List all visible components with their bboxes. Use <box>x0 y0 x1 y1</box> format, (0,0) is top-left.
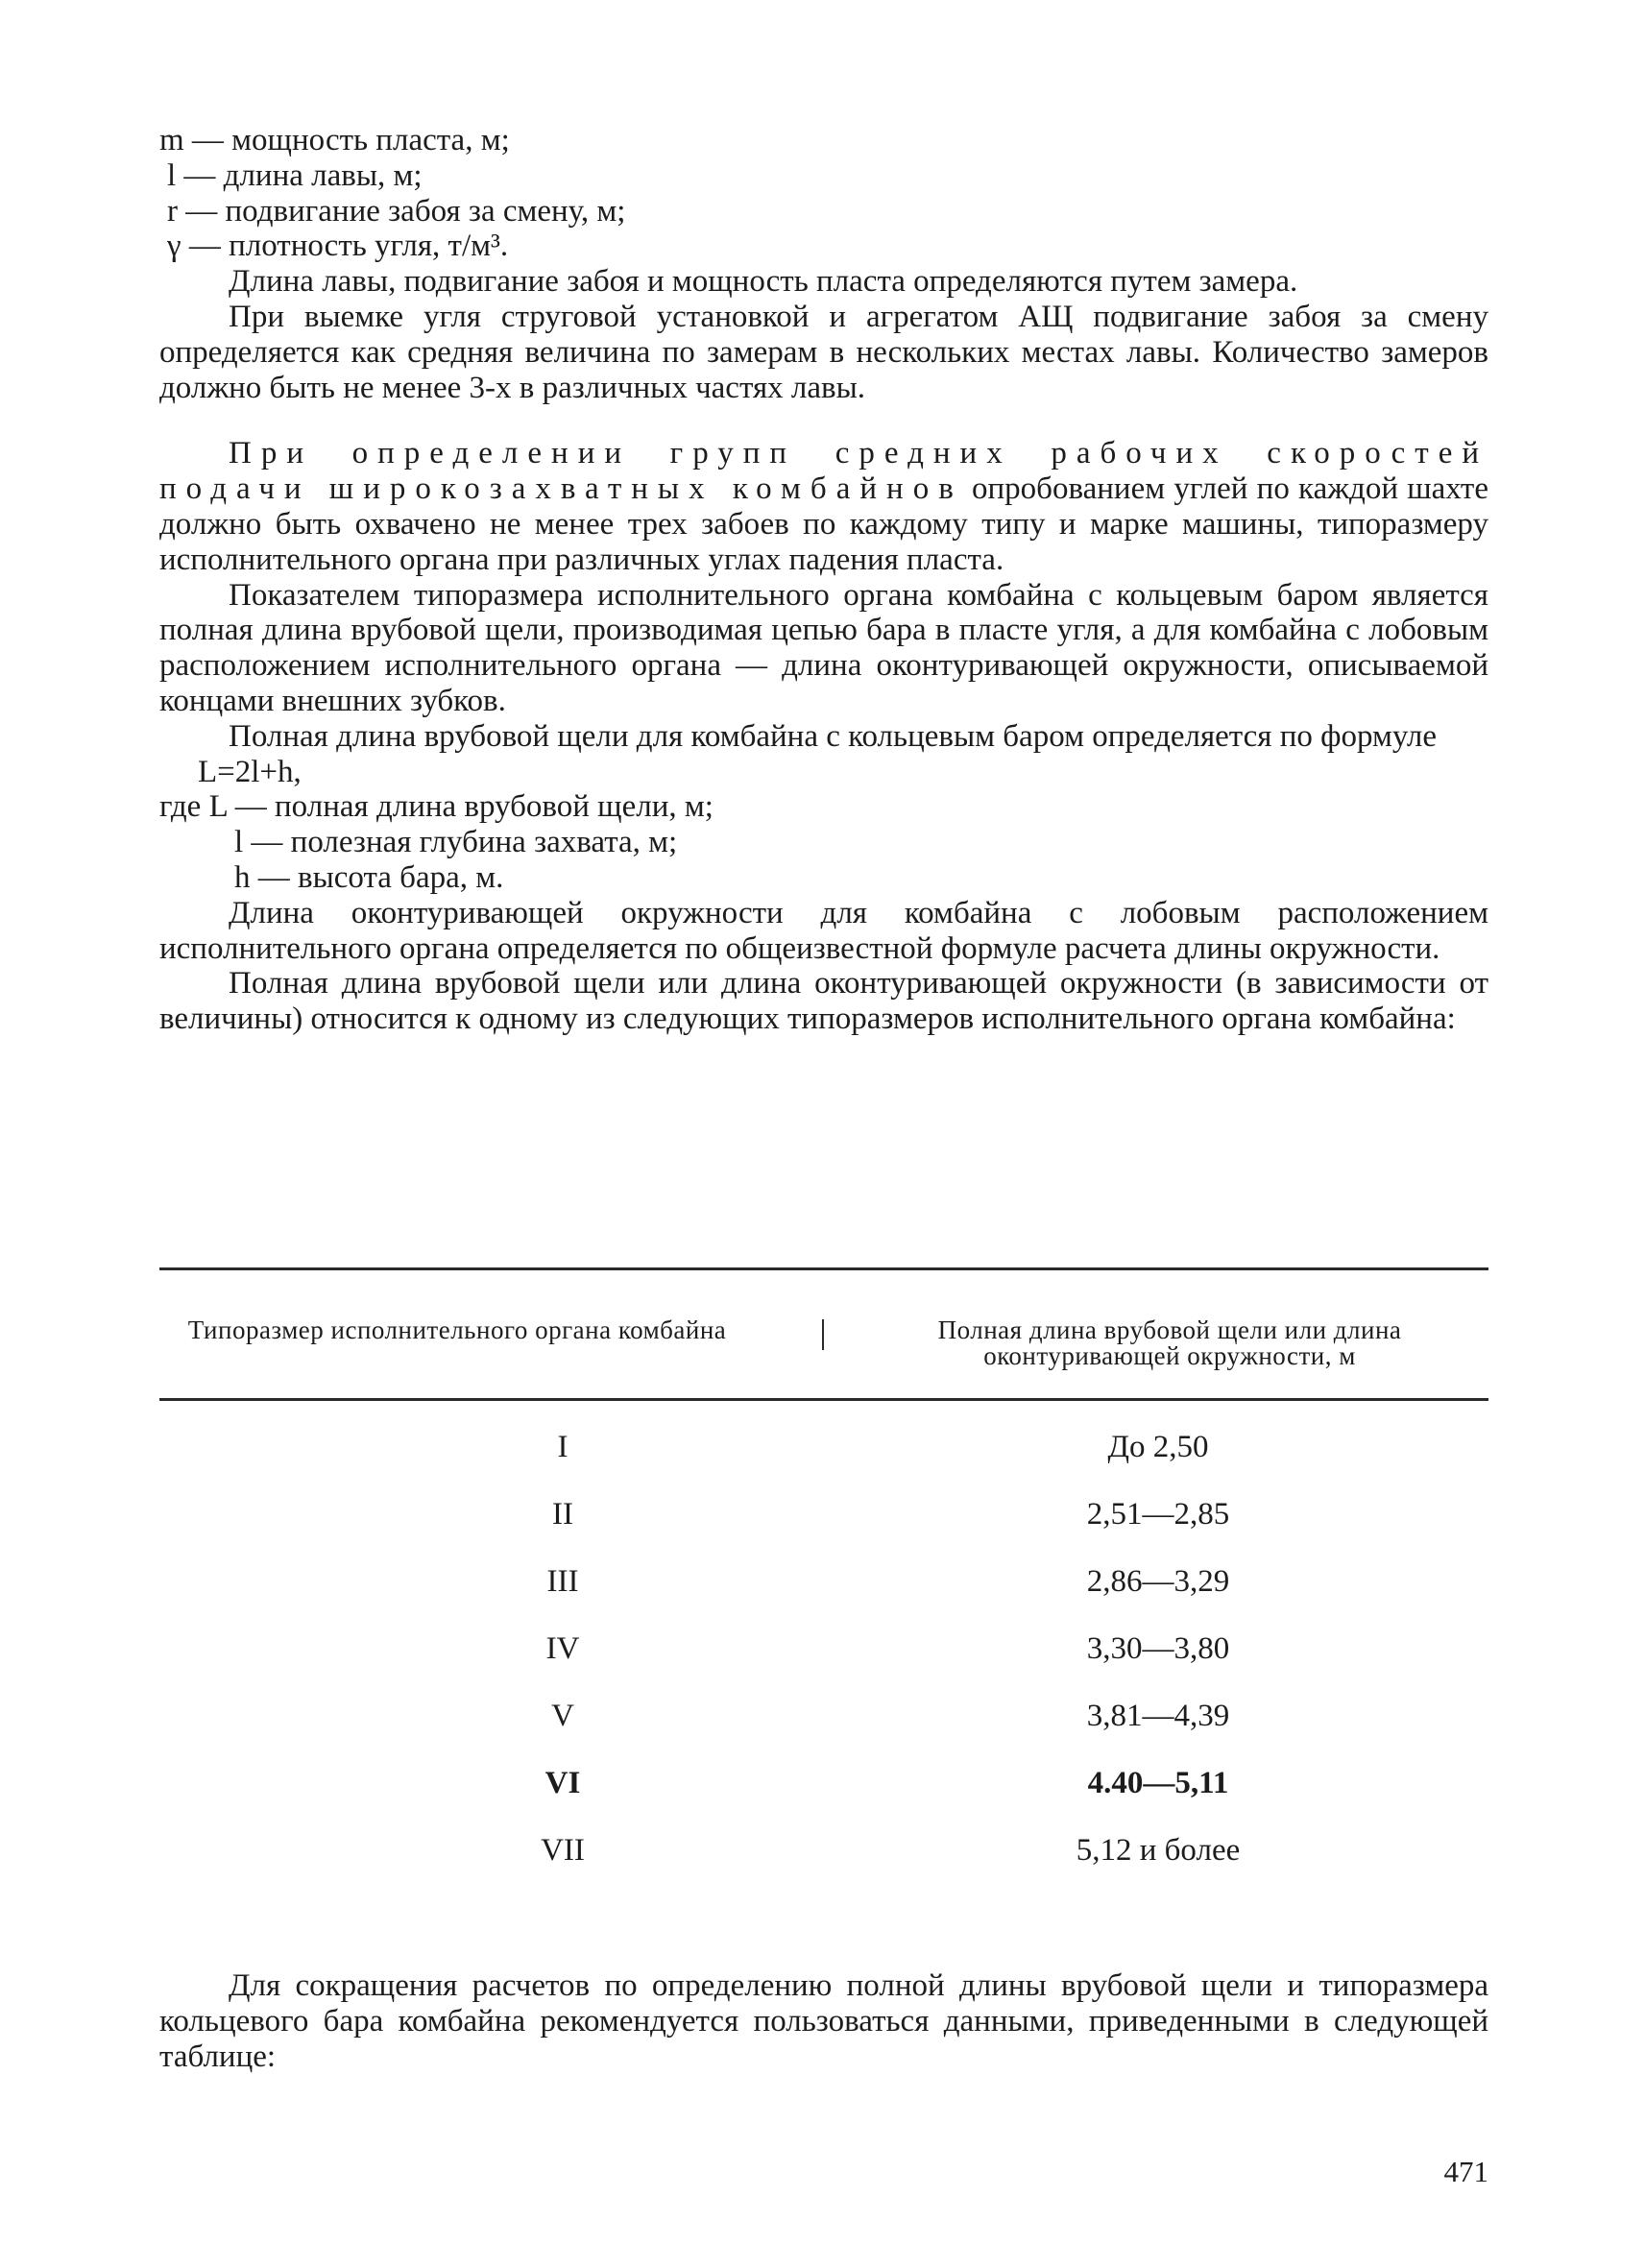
table-row <box>159 1490 1488 1538</box>
table-row <box>159 1625 1488 1673</box>
table-row <box>159 1826 1488 1874</box>
paragraph-plow-extraction: При выемке угля струговой установкой и агрегатом АЩ подвигание забоя за смену определяется как средняя величина по замерам в нескольких местах лавы. Количество замеров должно быть не менее 3-х в различных частях лавы. <box>159 299 1488 405</box>
row-length: 3,81—4,39 <box>1086 1699 1230 1733</box>
definition-r: r — подвигание забоя за смену, м; <box>167 193 626 229</box>
paragraph-feed-speeds-rest: опробованием углей по каждой шахте должно быть охвачено не менее трех забоев по каждому типу и марке машины, типоразмеру исполнительного органа при различных углах падения пласта. <box>159 471 1488 577</box>
row-length: 2,86—3,29 <box>1086 1564 1230 1599</box>
definition-gamma: γ — плотность угля, т/м³. <box>167 229 509 264</box>
paragraph-slot-length: Полная длина врубовой щели для комбайна с кольцевым баром определяется по формуле <box>229 718 1438 754</box>
row-length: До 2,50 <box>1107 1430 1209 1464</box>
row-size: VI <box>544 1766 581 1800</box>
row-length: 2,51—2,85 <box>1086 1497 1230 1532</box>
where-definition-L: где L — полная длина врубовой щели, м; <box>159 789 714 825</box>
spaced-emphasis: При определении групп средних рабочих скоростей подачи широкозахватных комбайнов <box>159 436 1488 507</box>
where-definition-l: l — полезная глубина захвата, м; <box>234 825 678 860</box>
table-row <box>159 1423 1488 1471</box>
closing-text <box>159 1968 1488 2074</box>
table-row <box>159 1759 1488 1807</box>
table-row <box>159 1692 1488 1740</box>
row-size: I <box>557 1430 568 1464</box>
paragraph-size-indicator: Показателем типоразмера исполнительного органа комбайна с кольцевым баром является полная длина врубовой щели, производимая цепью бара в пласте угля, а для комбайна с лобовым расположением исполнительного органа — длина оконтуривающей окружности, описываемой концами внешних зубков. <box>159 577 1488 718</box>
where-definition-h: h — высота бара, м. <box>234 859 504 895</box>
row-length: 4.40—5,11 <box>1087 1766 1229 1800</box>
row-size: III <box>546 1564 579 1599</box>
table-header-divider <box>822 1319 824 1350</box>
paragraph-feed-speeds <box>159 436 1488 577</box>
page-number: 471 <box>1443 2155 1488 2188</box>
paragraph-size-classes: Полная длина врубовой щели или длина оконтуривающей окружности (в зависимости от величины) относится к одному из следующих типоразмеров исполнительного органа комбайна: <box>159 966 1488 1037</box>
paragraph-closing: Для сокращения расчетов по определению полной длины врубовой щели и типоразмера кольцевого бара комбайна рекомендуется пользоваться данными, приведенными в следующей таблице: <box>159 1968 1488 2074</box>
table-top-rule <box>159 1267 1488 1270</box>
row-size: IV <box>545 1631 580 1666</box>
row-length: 5,12 и более <box>1076 1833 1241 1868</box>
row-size: V <box>551 1699 574 1733</box>
paragraph-measurement: Длина лавы, подвигание забоя и мощность пласта определяются путем замера. <box>229 264 1298 300</box>
paragraph-circumference: Длина оконтуривающей окружности для комбайна с лобовым расположением исполнительного органа определяется по общеизвестной формуле расчета длины окружности. <box>159 895 1488 966</box>
row-length: 3,30—3,80 <box>1086 1631 1230 1666</box>
definition-l: l — длина лавы, м; <box>167 157 423 193</box>
definition-m: m — мощность пласта, м; <box>159 123 510 157</box>
table-header-size: Типоразмер исполнительного органа комбайна <box>187 1315 727 1344</box>
table-header-rule <box>159 1398 1488 1401</box>
table-row <box>159 1557 1488 1605</box>
row-size: VII <box>541 1833 585 1868</box>
text-body <box>159 123 1488 1037</box>
row-size: II <box>552 1497 573 1532</box>
formula: L=2l+h, <box>198 754 302 789</box>
table-header-length: Полная длина врубовой щели или длина оконтуривающей окружности, м <box>937 1315 1402 1370</box>
